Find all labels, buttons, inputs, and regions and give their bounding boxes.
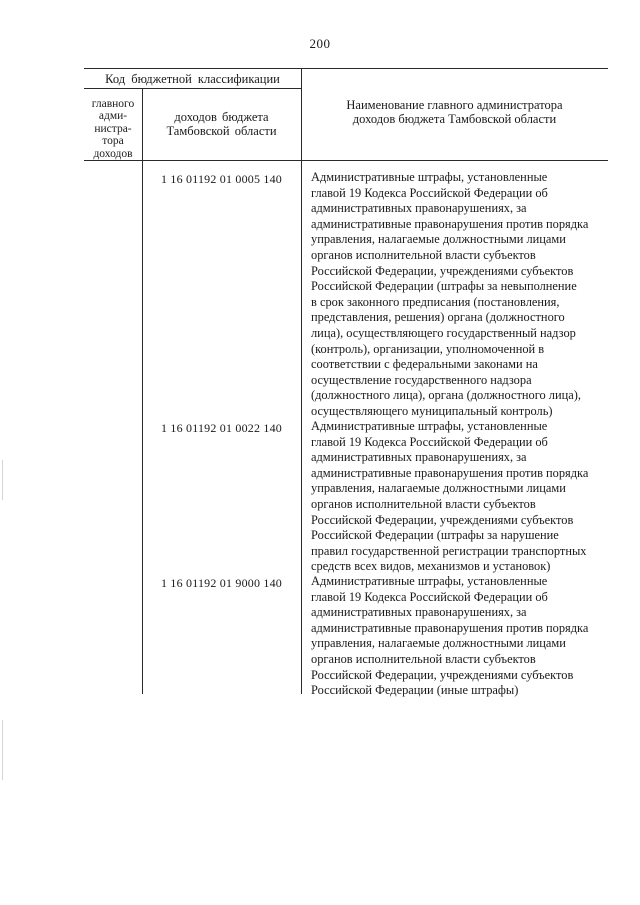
- scan-margin-mark: [2, 460, 3, 500]
- row-description: Административные штрафы, установленные главой 19 Кодекса Российской Федерации об административных правонарушениях, за административные правонарушения против порядка управления, налагаемые должностными лицами органов исполнительной власти субъектов Российской Федерации, учреждениями субъектов Российской Федерации (штрафы за нарушение правил государственной регистрации транспортных средств всех видов, механизмов и установок): [311, 419, 589, 574]
- row-code: 1 16 01192 01 0005 140: [161, 172, 282, 186]
- header-admin-label: главного адми- нистра- тора доходов: [91, 98, 135, 160]
- header-revenue-label: доходов бюджета Тамбовской области: [166, 110, 277, 138]
- header-code-group: Код бюджетной классификации: [105, 72, 280, 86]
- row-description: Административные штрафы, установленные главой 19 Кодекса Российской Федерации об административных правонарушениях, за административные правонарушения против порядка управления, налагаемые должностными лицами органов исполнительной власти субъектов Российской Федерации, учреждениями субъектов Российской Федерации (иные штрафы): [311, 574, 589, 698]
- header-name-column: [301, 98, 608, 126]
- header-revenue-column: [142, 110, 301, 138]
- table-top-border: [84, 68, 608, 69]
- row-code: 1 16 01192 01 0022 140: [161, 421, 282, 435]
- header-bottom-border: [84, 160, 608, 161]
- header-admin-column: [84, 98, 142, 160]
- scan-margin-mark: [2, 720, 3, 780]
- name-column-divider: [301, 68, 302, 694]
- row-description: Административные штрафы, установленные главой 19 Кодекса Российской Федерации об административных правонарушениях, за административные правонарушения против порядка управления, налагаемые должностными лицами органов исполнительной власти субъектов Российской Федерации, учреждениями субъектов Российской Федерации (штрафы за невыполнение в срок законного предписания (постановления, представления, решения) органа (должностного лица), осуществляющего государственный надзор (контроль), организации, уполномоченной в соответствии с федеральными законами на осуществление государственного надзора (должностного лица), органа (должностного лица), осуществляющего муниципальный контроль): [311, 170, 589, 418]
- page-number: 200: [309, 36, 331, 51]
- header-name-label: Наименование главного администратора доходов бюджета Тамбовской области: [346, 98, 563, 126]
- code-group-divider: [84, 88, 301, 89]
- row-code: 1 16 01192 01 9000 140: [161, 576, 282, 590]
